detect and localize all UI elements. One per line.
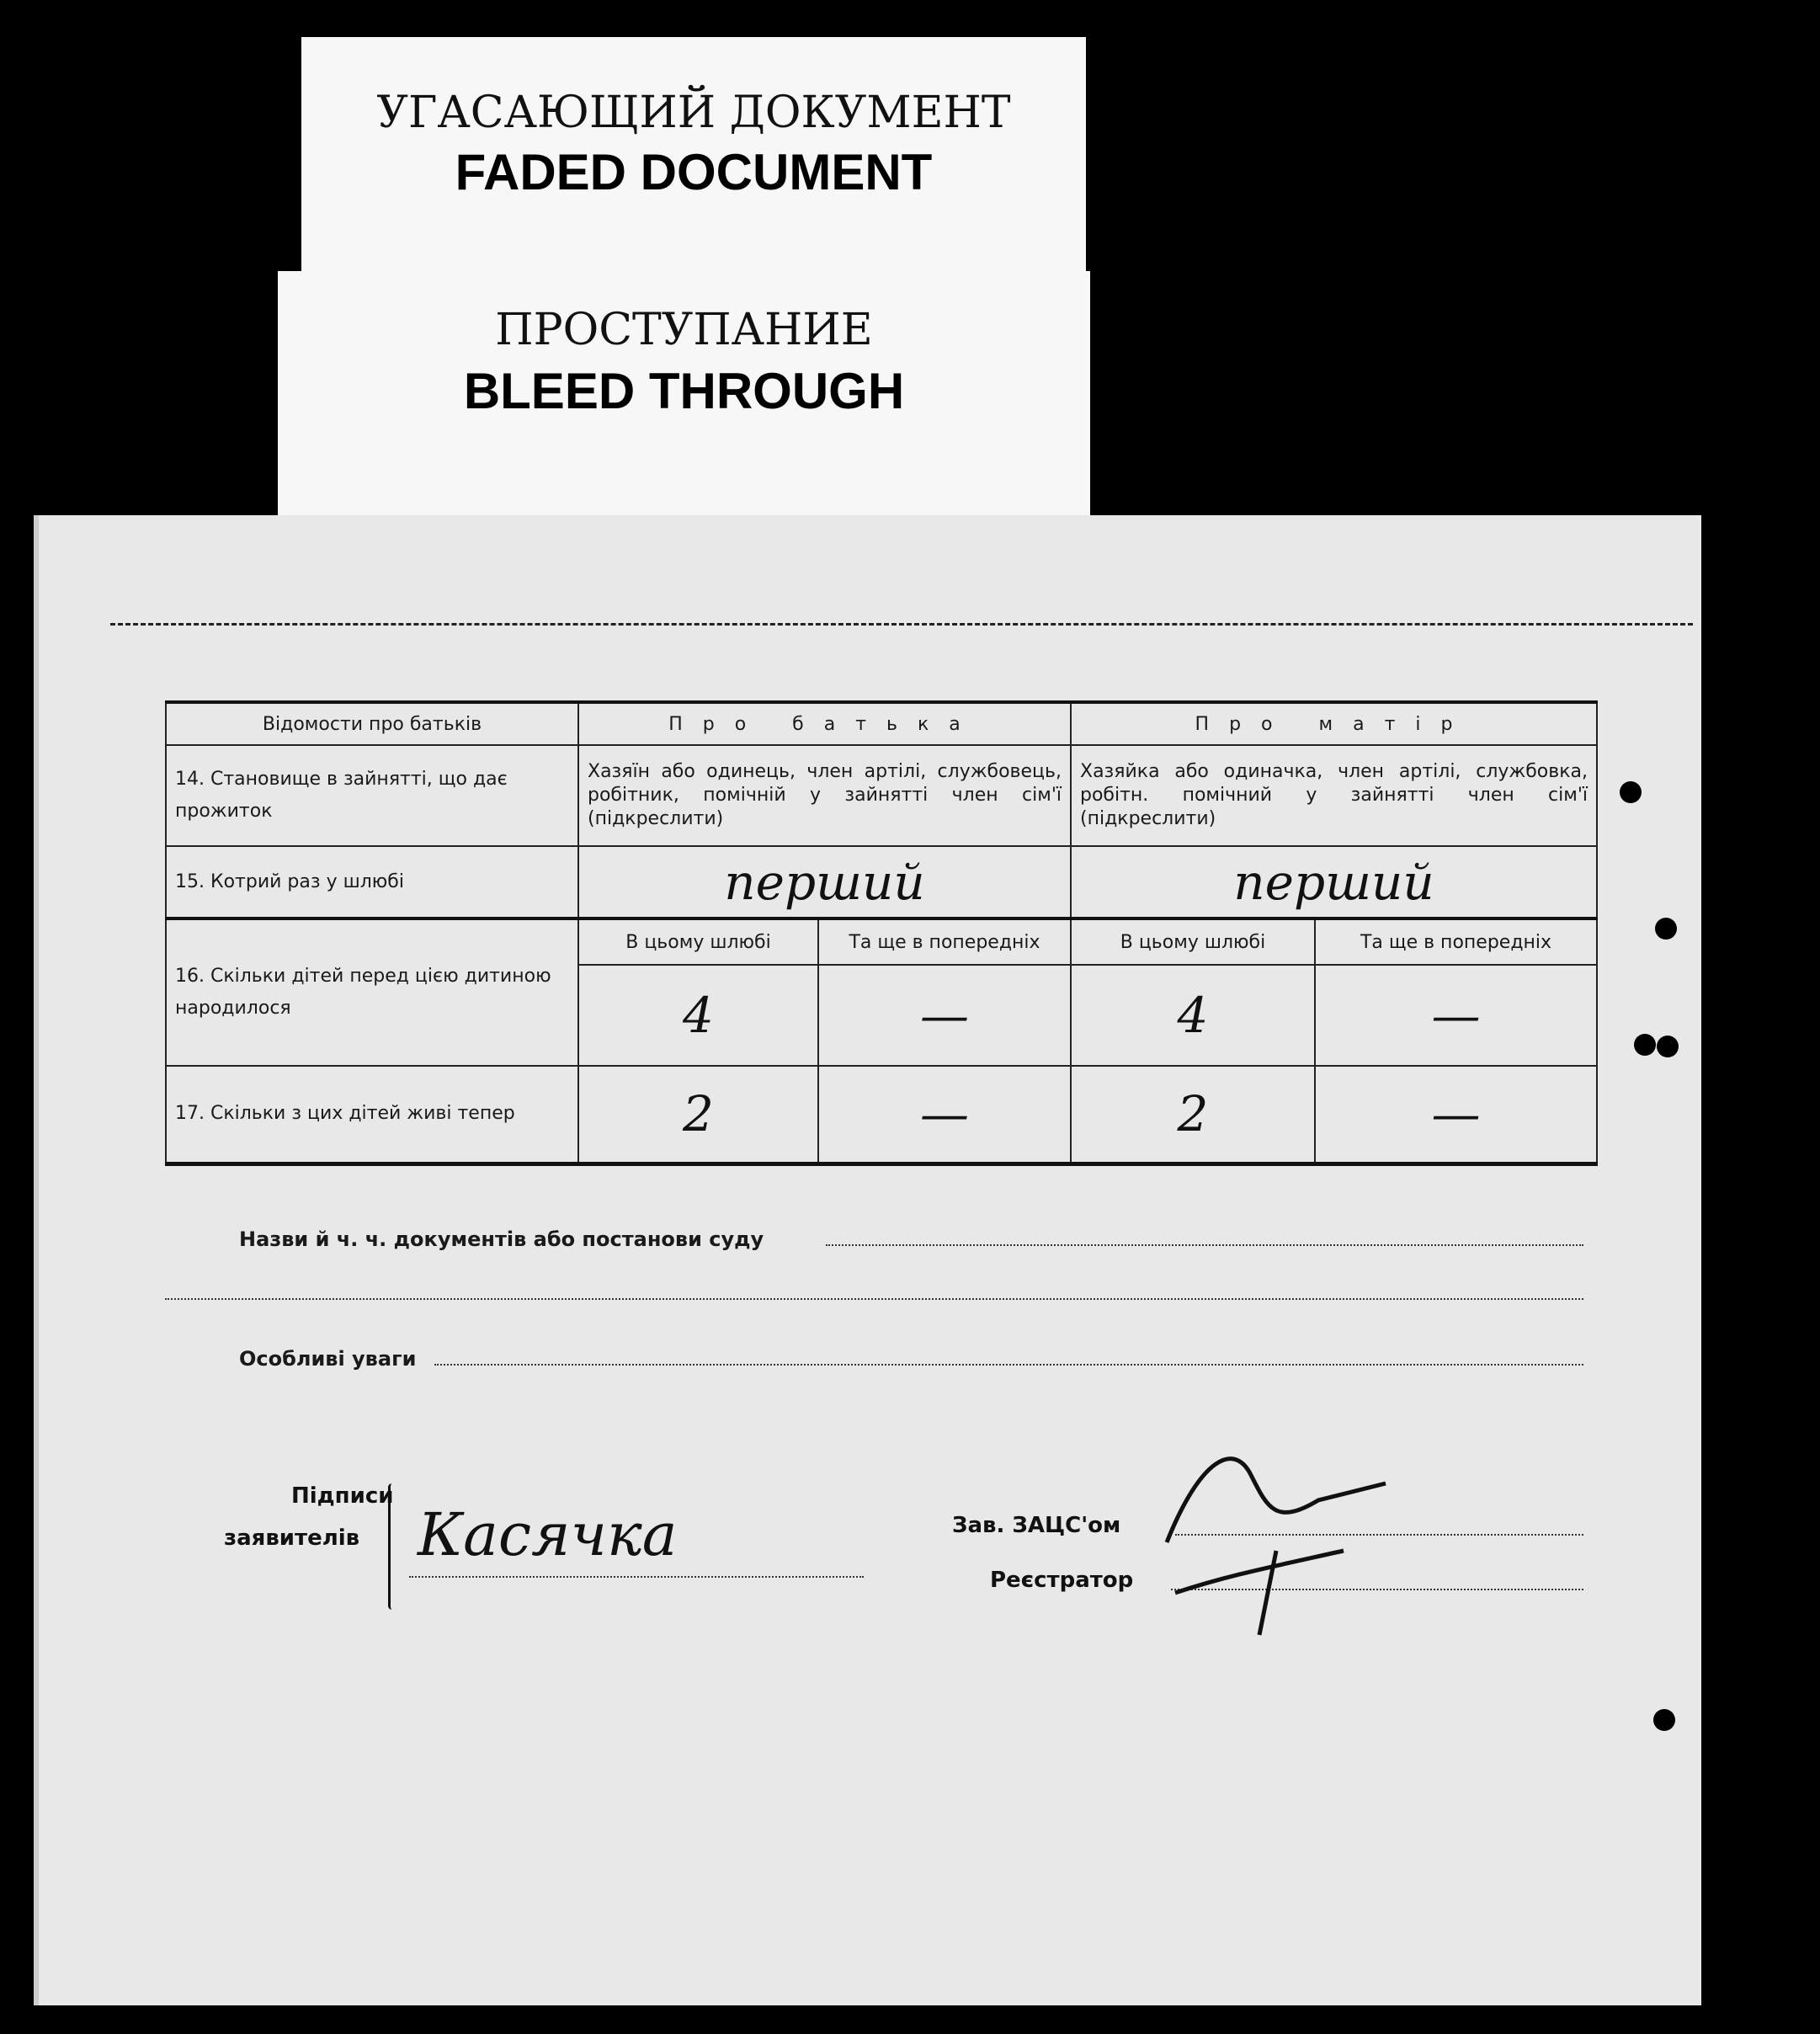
applicant-signature: Касячка [418,1500,678,1569]
faded-document-card [301,37,1086,290]
question-16: 16. Скільки дітей перед цією дитиною народилося [166,918,578,1066]
row16-father-this: 4 [578,965,818,1066]
faded-label-en: FADED DOCUMENT [455,144,933,200]
row17-father-prev: — [818,1066,1071,1163]
signatures-label-1: Підписи [291,1483,394,1509]
official-signature [1150,1424,1419,1643]
header-parents-info: Відомости про батьків [166,702,578,745]
registrar-label: Реєстратор [990,1568,1134,1593]
documents-dotted-line [826,1244,1583,1246]
signature-brace [388,1483,396,1610]
row17-mother-this: 2 [1071,1066,1315,1163]
row-17 [166,1066,1597,1163]
notes-dotted-line [434,1364,1583,1366]
faded-label-ru: УГАСАЮЩИЙ ДОКУМЕНТ [376,88,1011,138]
sub-mother-this: В цьому шлюбі [1071,918,1315,965]
question-14: 14. Становище в зайнятті, що дає прожиток [166,745,578,846]
bleed-through-card [278,271,1090,524]
applicant-signature-line [409,1576,864,1578]
row-15 [166,846,1597,918]
documents-dotted-line-2 [165,1298,1583,1300]
mother-marriage-number: перший [1071,846,1597,918]
row17-mother-prev: — [1315,1066,1597,1163]
bleed-label-en: BLEED THROUGH [463,363,905,419]
header-father: Про батька [578,702,1071,745]
head-label: Зав. ЗАЦС'ом [952,1513,1121,1538]
sub-father-prev: Та ще в попередніх [818,918,1071,965]
document-sheet [34,515,1701,2005]
father-marriage-number: перший [578,846,1071,918]
row16-father-prev: — [818,965,1071,1066]
notes-label: Особливі уваги [239,1347,417,1371]
signatures-label-2: заявителів [224,1526,360,1551]
table-header-row [166,702,1597,745]
parents-table [165,700,1598,1166]
documents-label: Назви й ч. ч. документів або постанови суду [239,1227,764,1251]
row-14 [166,745,1597,846]
subheader-row [166,918,1597,965]
question-17: 17. Скільки з цих дітей живі тепер [166,1066,578,1163]
bleed-label-ru: ПРОСТУПАНИЕ [495,305,873,355]
row16-mother-this: 4 [1071,965,1315,1066]
sub-mother-prev: Та ще в попередніх [1315,918,1597,965]
sub-father-this: В цьому шлюбі [578,918,818,965]
header-mother: Про матір [1071,702,1597,745]
parents-info-form [165,700,1596,1166]
row17-father-this: 2 [578,1066,818,1163]
father-occupation-options: Хазяїн або одинець, член артілі, службовець, робітник, помічній у зайнятті член сім'ї (підкреслити) [578,745,1071,846]
perforation-line [110,623,1693,626]
row16-mother-prev: — [1315,965,1597,1066]
mother-occupation-options: Хазяйка або одиначка, член артілі, службовка, робітн. помічний у зайнятті член сім'ї (підкреслити) [1071,745,1597,846]
question-15: 15. Котрий раз у шлюбі [166,846,578,918]
